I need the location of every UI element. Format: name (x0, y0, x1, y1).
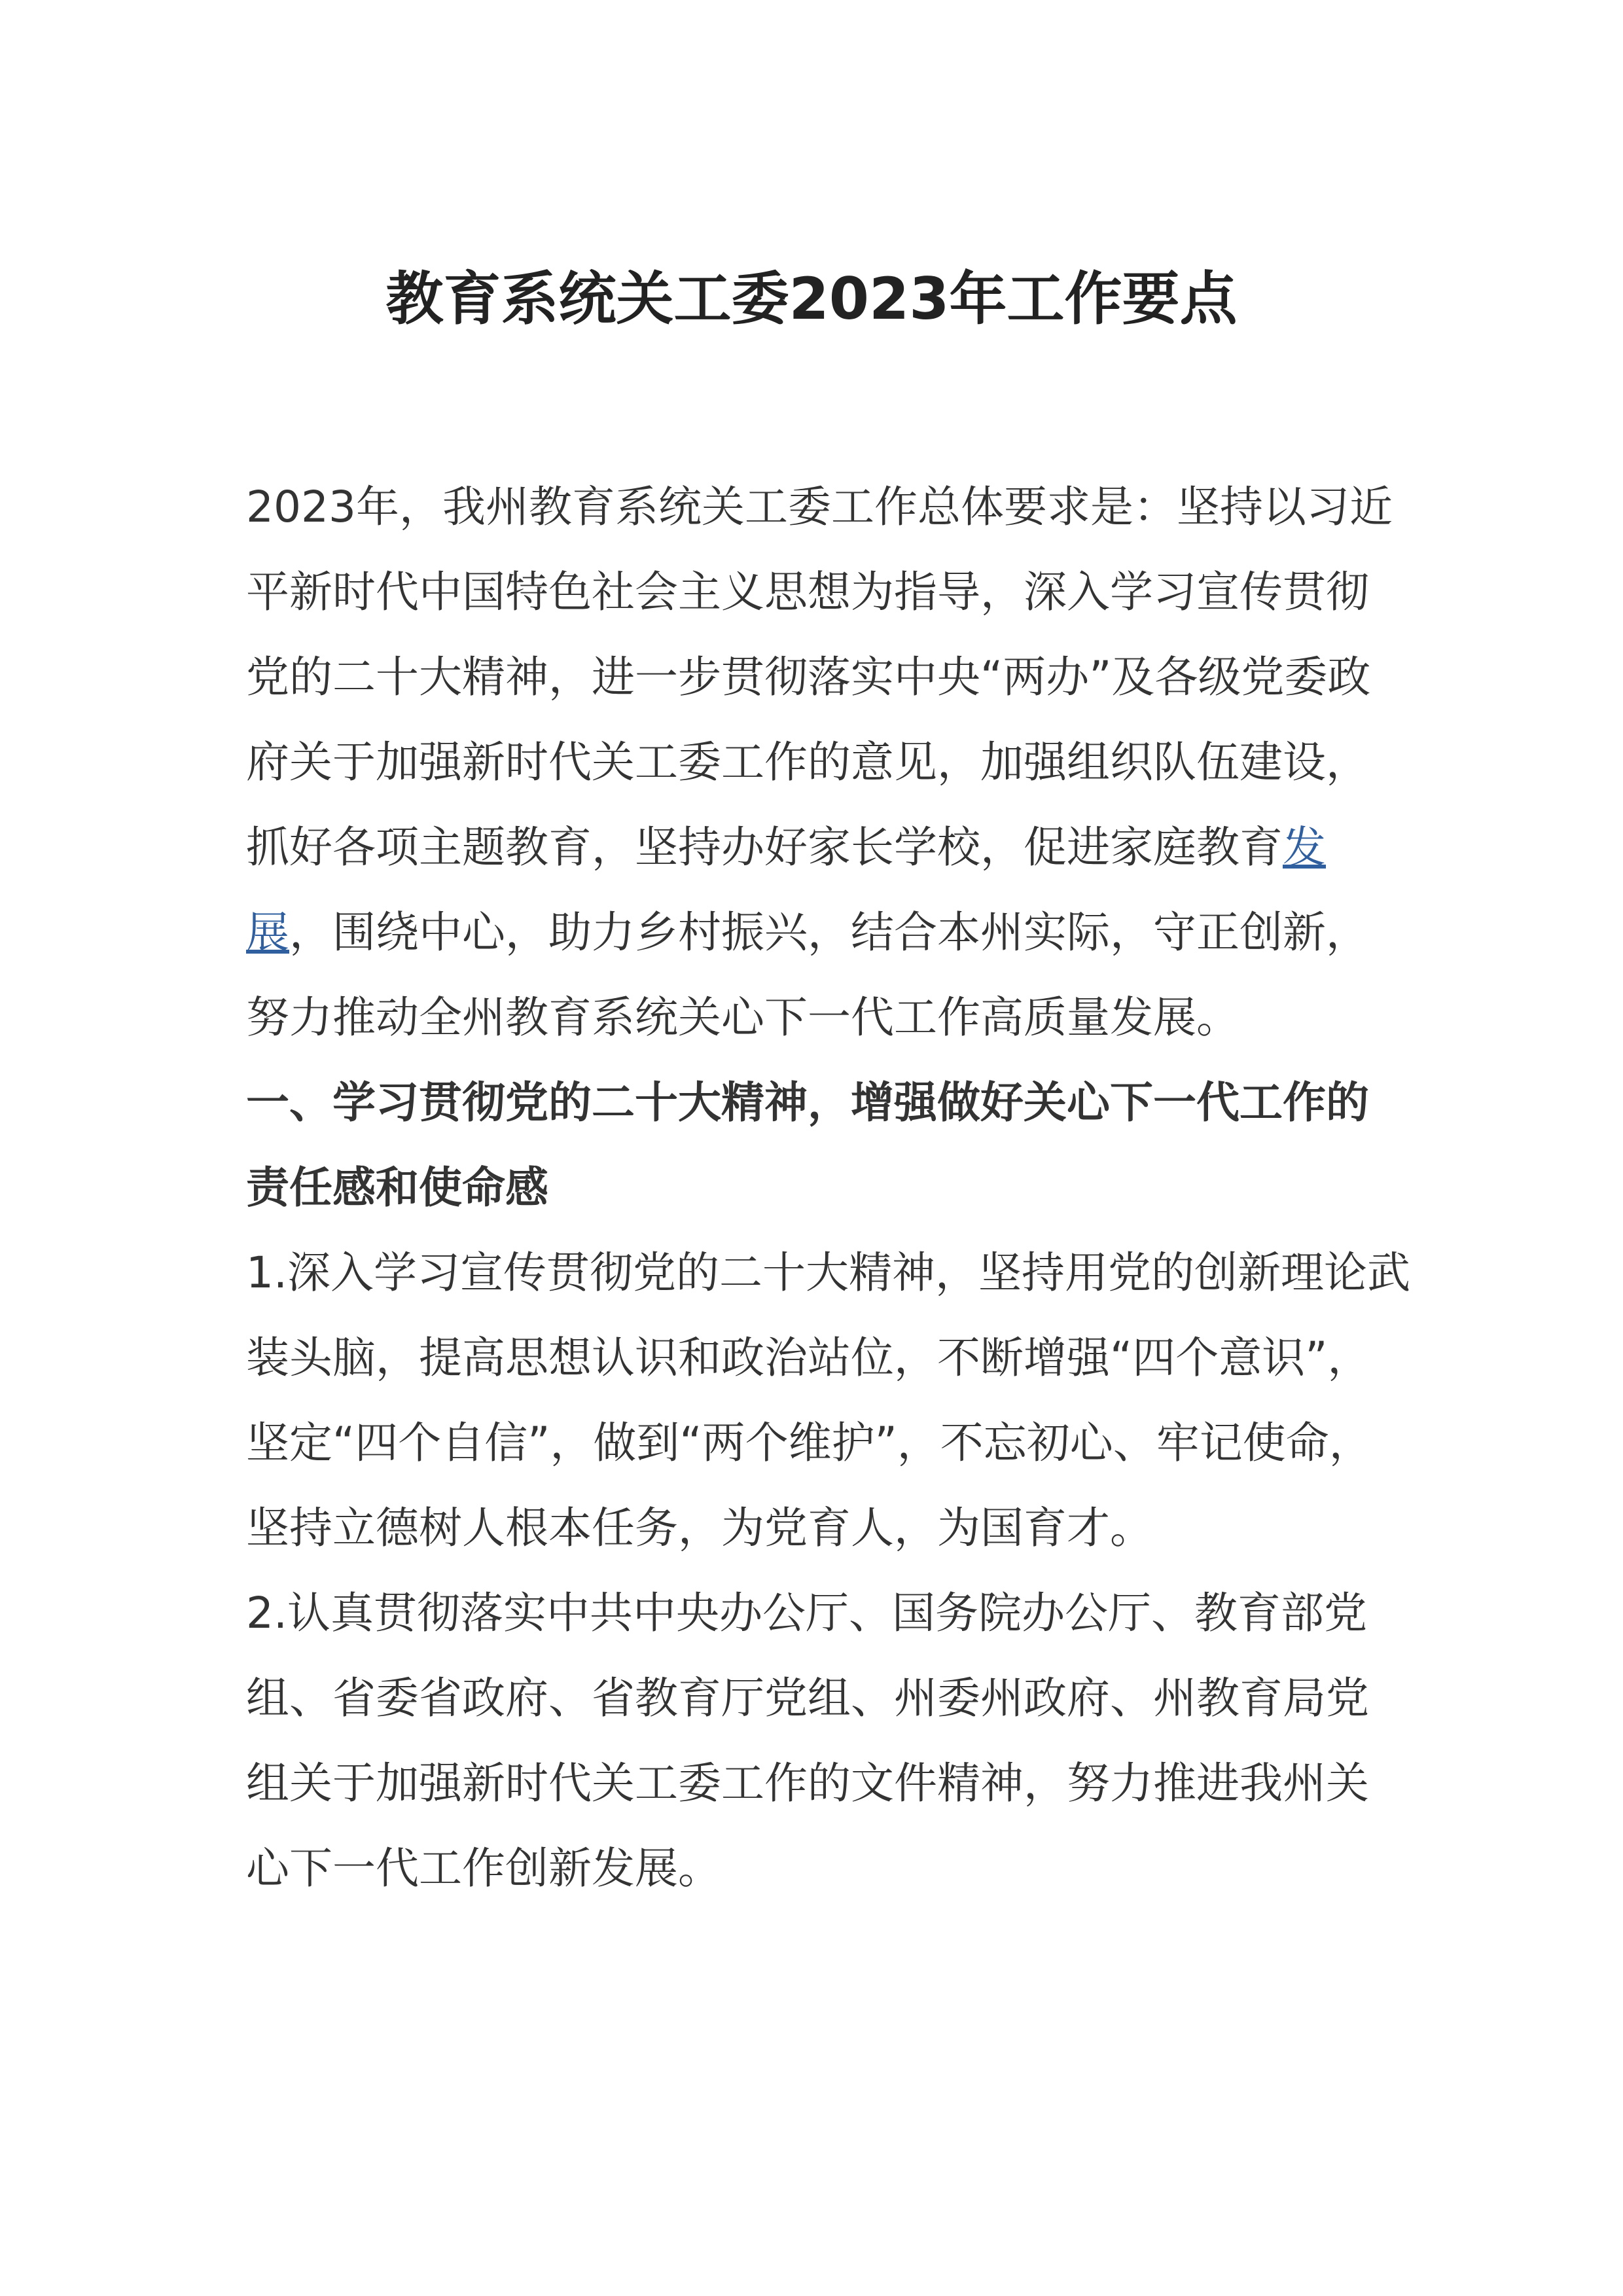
intro-text-start: 2023年，我州教育系统关工委工作总体要求是：坚持以习近平新时代中国特色社会主义思想为指导，深入学习宣传贯彻党的二十大精神，进一步贯彻落实中央“两办”及各级党委政府关于加强新时代关工委工作的意见，加强组织队伍建设，抓好各项主题教育，坚持办好家长学校，促进家庭教育 (246, 482, 1393, 872)
section-heading-1: 一、学习贯彻党的二十大精神，增强做好关心下一代工作的责任感和使命感 (246, 1077, 1369, 1213)
intro-text-end: ，围绕中心，助力乡村振兴，结合本州实际，守正创新，努力推动全州教育系统关心下一代工作高质量发展。 (246, 907, 1369, 1043)
list-item-2: 2.认真贯彻落实中共中央办公厅、国务院办公厅、教育部党组、省委省政府、省教育厅党组、州委州政府、州教育局党组关于加强新时代关工委工作的文件精神，努力推进我州关心下一代工作创新发展。 (246, 1588, 1369, 1893)
development-link[interactable]: 发展 (246, 822, 1326, 958)
document-body (246, 465, 1411, 1911)
intro-paragraph (246, 465, 1411, 1060)
list-item-1: 1.深入学习宣传贯彻党的二十大精神，坚持用党的创新理论武装头脑，提高思想认识和政治站位，不断增强“四个意识”，坚定“四个自信”，做到“两个维护”，不忘初心、牢记使命，坚持立德树人根本任务，为党育人，为国育才。 (246, 1247, 1410, 1553)
document-title: 教育系统关工委2023年工作要点 (385, 265, 1238, 332)
